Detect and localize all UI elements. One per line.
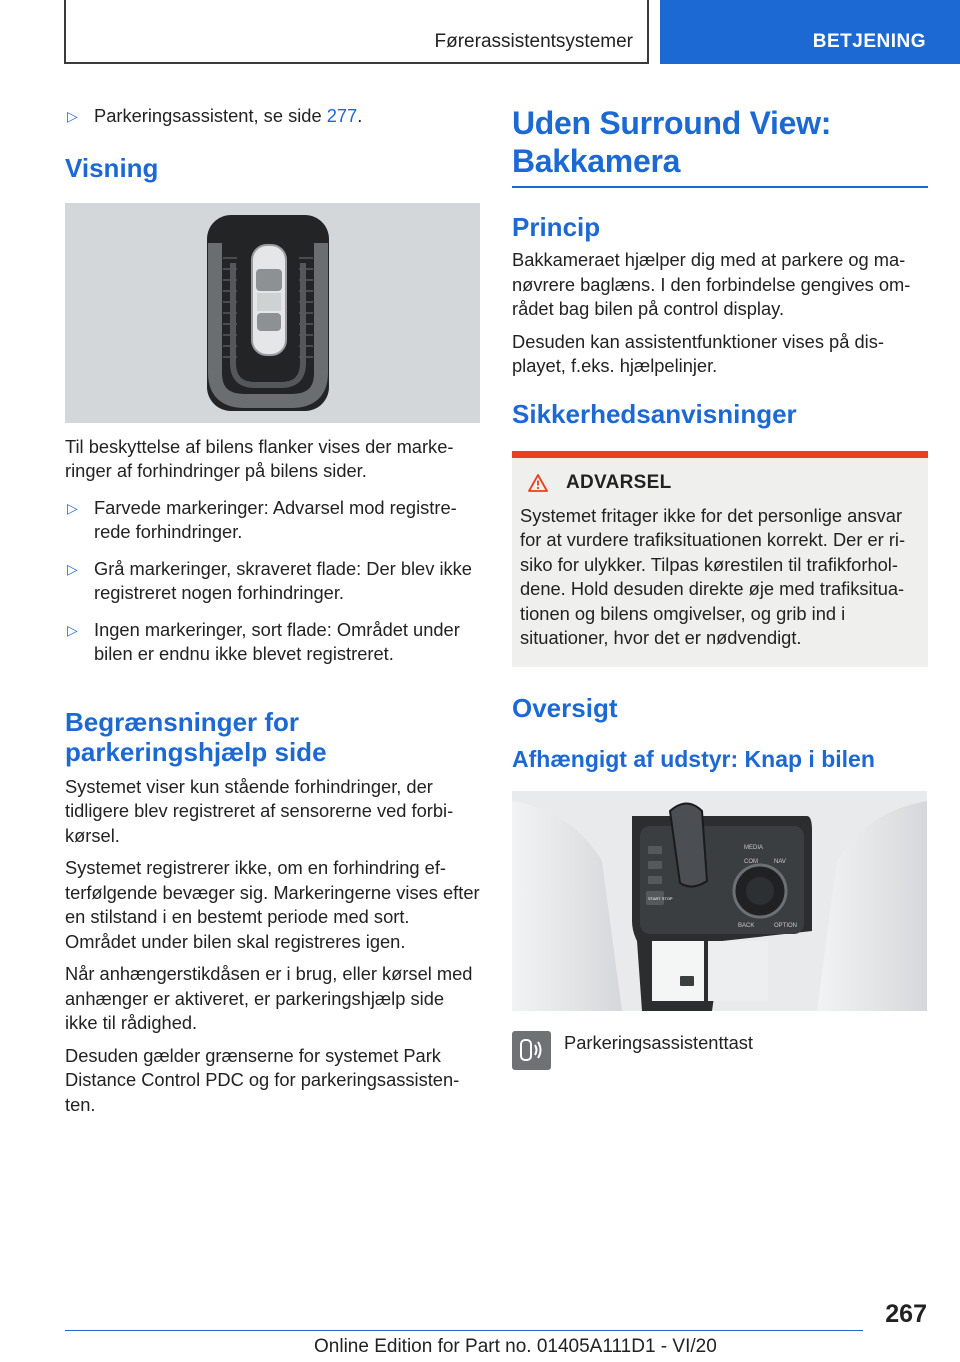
- visning-text: Til beskyttelse af bilens flanker vises der markeringer af forhindringer på bilens sider.: [65, 435, 454, 481]
- intro-bullet-tail: .: [357, 105, 363, 126]
- parking-assistant-key-icon: [512, 1031, 551, 1070]
- triangle-bullet-icon: ▷: [67, 621, 78, 638]
- bullet-text: Farvede markeringer: Advarsel mod registrerede forhindringer.: [94, 496, 457, 542]
- console-label-media: MEDIA: [744, 844, 764, 851]
- limits-paragraph: Systemet viser kun stående forhindringer, der tidligere blev registreret af sensorerne ved forbikørsel.: [65, 775, 454, 846]
- safety-heading: Sikkerhedsanvisninger: [512, 398, 797, 429]
- console-label-com: COM: [744, 858, 758, 865]
- header-chapter-tab[interactable]: [660, 0, 960, 64]
- right-column: [512, 104, 928, 1070]
- limits-paragraph: Systemet registrerer ikke, om en forhindring efterfølgende bevæger sig. Markeringerne vises efter en stilstand i en bestemt periode med sort. Området under bilen skal registreres igen.: [65, 857, 480, 952]
- princip-heading: Princip: [512, 212, 601, 242]
- bullet-text: Ingen markeringer, sort flade: Området under bilen er endnu ikke blevet registreret.: [94, 618, 460, 664]
- page-number: 267: [885, 1300, 927, 1328]
- warning-text: Systemet fritager ikke for det personlige ansvar for at vurdere trafiksituationen korrekt. Der er risiko for ulykker. Tilpas kørestilen til trafikforholdene. Hold desuden direkte øje med trafiksituationen og bilens omgivelser, og grib ind i situationer, hvor det er nødvendigt.: [520, 504, 906, 648]
- footer-edition: Online Edition for Part no. 01405A111D1 - VI/20: [314, 1336, 717, 1357]
- triangle-bullet-icon: ▷: [67, 499, 78, 516]
- warning-box: [512, 451, 928, 667]
- triangle-bullet-icon: ▷: [67, 108, 78, 124]
- warning-triangle-icon: [528, 474, 548, 492]
- bullet-text: Grå markeringer, skraveret flade: Der blev ikke registreret nogen forhindringer.: [94, 557, 472, 603]
- limits-paragraph: Når anhængerstikdåsen er i brug, eller kørsel med anhænger er aktiveret, er parkeringshjælp side ikke til rådighed.: [65, 963, 473, 1033]
- console-label-start-stop: START STOP: [648, 895, 673, 901]
- overview-heading: Oversigt: [512, 692, 618, 723]
- warning-label: ADVARSEL: [566, 471, 672, 493]
- intro-bullet: [65, 104, 481, 129]
- legend-label: Parkeringsassistenttast: [564, 1031, 753, 1053]
- header-chapter-label: BETJENING: [812, 31, 926, 52]
- equipment-heading: Afhængigt af udstyr: Knap i bilen: [512, 745, 875, 772]
- princip-paragraph: Desuden kan assistentfunktioner vises på displayet, f.eks. hjælpelinjer.: [512, 330, 884, 376]
- center-console-image: [512, 791, 927, 1011]
- main-heading: Uden Surround View: Bakkamera: [512, 105, 832, 179]
- console-label-back: BACK: [738, 922, 755, 929]
- console-label-nav: NAV: [774, 858, 786, 865]
- bullet-item: [65, 496, 481, 545]
- bullet-item: [65, 557, 481, 606]
- visning-heading: Visning: [65, 152, 159, 183]
- intro-bullet-text: Parkeringsassistent, se side: [94, 105, 327, 126]
- console-label-option: OPTION: [774, 922, 798, 929]
- header-section-title: Førerassistentsystemer: [434, 31, 633, 52]
- parking-view-image: [65, 203, 480, 423]
- left-column: [65, 104, 481, 1125]
- legend-row: [512, 1031, 928, 1070]
- limits-heading: Begrænsninger for parkeringshjælp side: [65, 706, 327, 767]
- warning-bar: [512, 451, 928, 458]
- limits-paragraph: Desuden gælder grænserne for systemet Park Distance Control PDC og for parkeringsassistenten.: [65, 1044, 460, 1115]
- header-section-box: [64, 0, 649, 64]
- heading-rule: [512, 186, 928, 188]
- page-link[interactable]: 277: [326, 105, 358, 126]
- princip-paragraph: Bakkameraet hjælper dig med at parkere og manøvrere baglæns. I den forbindelse gengives området bag bilen på control display.: [512, 249, 911, 319]
- warning-title: [520, 472, 920, 494]
- center-console-illustration: [512, 791, 927, 1011]
- triangle-bullet-icon: ▷: [67, 560, 78, 577]
- parking-view-illustration: [65, 203, 480, 423]
- footer-rule: [65, 1330, 863, 1331]
- bullet-item: [65, 618, 481, 667]
